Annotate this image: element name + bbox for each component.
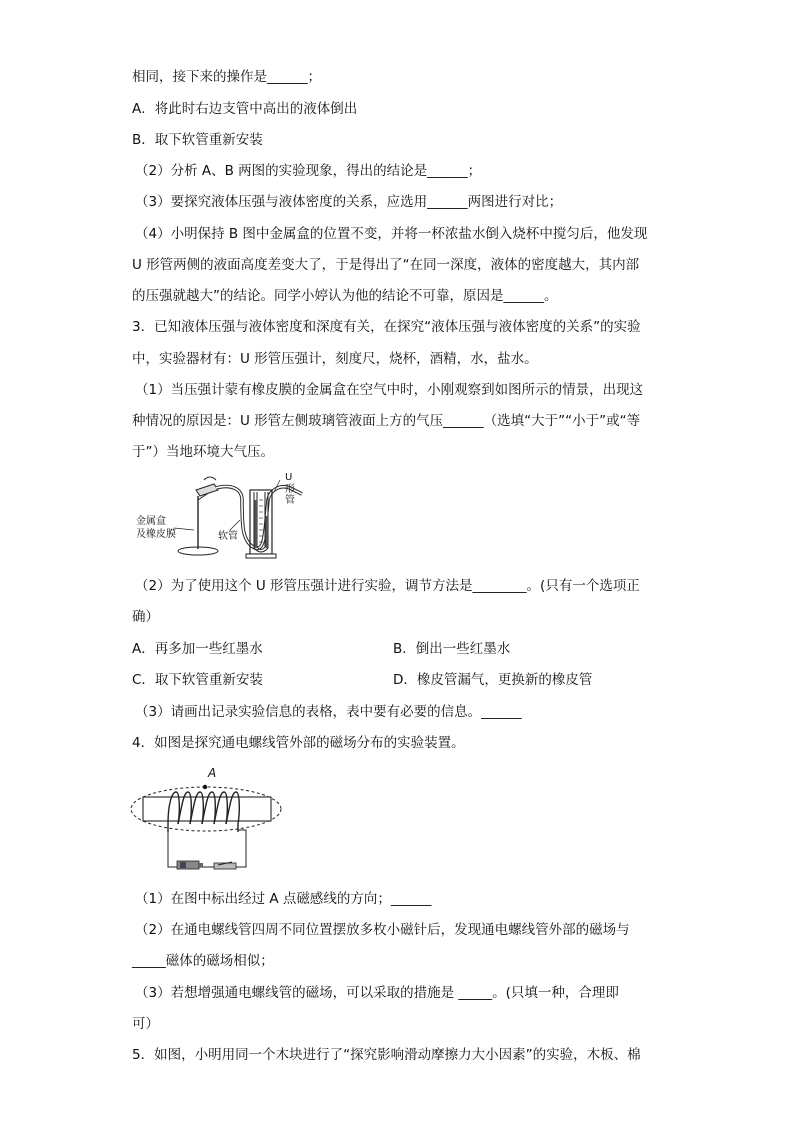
question-4-2: （2）在通电螺线管四周不同位置摆放多枚小磁针后，发现通电螺线管外部的磁场与 bbox=[135, 922, 630, 938]
question-2-2: （2）分析 A、B 两图的实验现象，得出的结论是______； bbox=[135, 163, 482, 179]
question-3-2: （2）为了使用这个 U 形管压强计进行实验，调节方法是________。(只有一个选项正 bbox=[135, 578, 640, 594]
text-line: _____磁体的磁场相似； bbox=[132, 953, 274, 969]
question-4: 4．如图是探究通电螺线管外部的磁场分布的实验装置。 bbox=[132, 735, 465, 751]
option-b: B．倒出一些红墨水 bbox=[393, 641, 511, 657]
question-3: 3．已知液体压强与液体密度和深度有关，在探究“液体压强与液体密度的关系”的实验 bbox=[132, 319, 641, 335]
label-metal-box: 金属盒 bbox=[136, 516, 166, 527]
question-3-3: （3）请画出记录实验信息的表格，表中要有必要的信息。______ bbox=[135, 704, 522, 720]
label-u-tube: 形管 bbox=[285, 484, 295, 506]
question-2-4: （4）小明保持 B 图中金属盒的位置不变，并将一杯浓盐水倒入烧杯中搅匀后，他发现 bbox=[135, 226, 648, 242]
label-point-a: A bbox=[208, 766, 217, 780]
text-line: 于”）当地环境大气压。 bbox=[132, 444, 274, 460]
question-4-1: （1）在图中标出经过 A 点磁感线的方向；______ bbox=[135, 891, 432, 907]
text-line: 的压强就越大”的结论。同学小婷认为他的结论不可靠，原因是______。 bbox=[132, 288, 558, 304]
question-2-3: （3）要探究液体压强与液体密度的关系，应选用______两图进行对比； bbox=[135, 194, 563, 210]
solenoid-figure bbox=[128, 764, 288, 874]
text-line: 可） bbox=[132, 1016, 159, 1032]
option-a: A．再多加一些红墨水 bbox=[132, 641, 263, 657]
text-line: U 形管两侧的液面高度差变大了，于是得出了“在同一深度，液体的密度越大，其内部 bbox=[132, 257, 640, 273]
question-3-1: （1）当压强计蒙有橡皮膜的金属盒在空气中时，小刚观察到如图所示的情景，出现这 bbox=[135, 382, 644, 398]
label-u: U bbox=[285, 472, 293, 483]
option-c: C．取下软管重新安装 bbox=[132, 672, 263, 688]
text-line: 种情况的原因是：U 形管左侧玻璃管液面上方的气压______（选填“大于”“小于”或“等 bbox=[132, 413, 641, 429]
question-4-3: （3）若想增强通电螺线管的磁场，可以采取的措施是 _____。(只填一种，合理即 bbox=[135, 985, 619, 1001]
option-b: B．取下软管重新安装 bbox=[132, 132, 263, 148]
text-line: 相同，接下来的操作是______； bbox=[132, 69, 321, 85]
solenoid-diagram bbox=[128, 764, 288, 874]
option-d: D．橡皮管漏气，更换新的橡皮管 bbox=[393, 672, 593, 688]
text-line: 确） bbox=[132, 609, 159, 625]
text-line: 中，实验器材有：U 形管压强计，刻度尺，烧杯，酒精，水，盐水。 bbox=[132, 351, 538, 367]
label-rubber-film: 及橡皮膜 bbox=[136, 529, 176, 540]
option-a: A．将此时右边支管中高出的液体倒出 bbox=[132, 101, 358, 117]
manometer-figure bbox=[130, 470, 340, 570]
question-5: 5．如图，小明用同一个木块进行了“探究影响滑动摩擦力大小因素”的实验，木板、棉 bbox=[132, 1047, 641, 1063]
label-hose: 软管 bbox=[218, 531, 238, 542]
